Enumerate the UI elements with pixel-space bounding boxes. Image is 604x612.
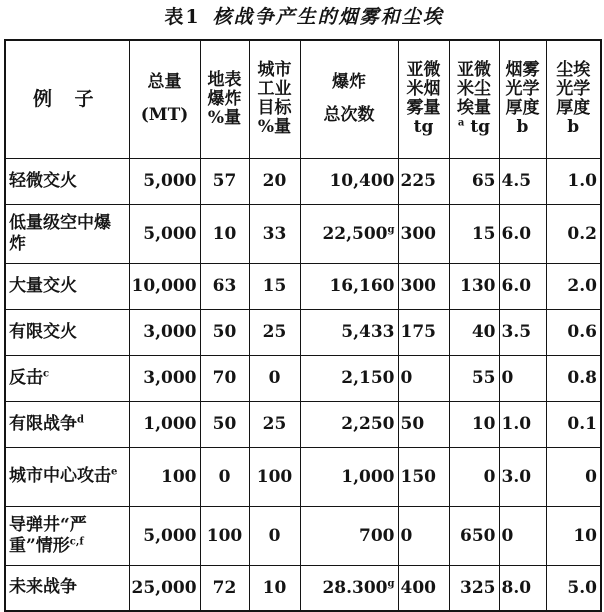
cell-dust-depth: 0.6 [546, 309, 601, 355]
cell-smoke: 300 [398, 204, 449, 263]
cell-urban: 100 [249, 447, 300, 506]
cell-explosions: 700 [300, 506, 398, 565]
cell-explosions: 16,160 [300, 263, 398, 309]
header-total: 总量 (MT) [129, 40, 200, 158]
table-title: 核战争产生的烟雾和尘埃 [212, 6, 444, 28]
header-smoke-depth: 烟雾 光学 厚度 b [499, 40, 546, 158]
cell-dust-depth: 0.1 [546, 401, 601, 447]
cell-dust: 55 [449, 355, 499, 401]
cell-dust: 10 [449, 401, 499, 447]
cell-explosions: 10,400 [300, 158, 398, 204]
cell-urban: 33 [249, 204, 300, 263]
table-number: 表1 [164, 6, 201, 28]
cell-total: 10,000 [129, 263, 200, 309]
row-label: 大量交火 [5, 263, 129, 309]
cell-urban: 10 [249, 565, 300, 611]
cell-dust: 650 [449, 506, 499, 565]
cell-total: 5,000 [129, 158, 200, 204]
cell-urban: 25 [249, 309, 300, 355]
cell-surface: 10 [200, 204, 249, 263]
cell-urban: 15 [249, 263, 300, 309]
cell-smoke-depth: 0 [499, 506, 546, 565]
cell-dust: 0 [449, 447, 499, 506]
smoke-dust-table [4, 39, 602, 612]
cell-smoke: 0 [398, 355, 449, 401]
cell-smoke-depth: 6.0 [499, 263, 546, 309]
table-row [5, 263, 601, 309]
cell-dust-depth: 1.0 [546, 158, 601, 204]
table-row [5, 309, 601, 355]
cell-dust: 65 [449, 158, 499, 204]
cell-surface: 57 [200, 158, 249, 204]
cell-surface: 100 [200, 506, 249, 565]
header-urban: 城市 工业 目标 %量 [249, 40, 300, 158]
row-label: 有限战争$^d$ [5, 401, 129, 447]
cell-explosions: 22,500$^g$ [300, 204, 398, 263]
cell-total: 5,000 [129, 204, 200, 263]
cell-surface: 50 [200, 309, 249, 355]
table-row [5, 204, 601, 263]
row-label: 轻微交火 [5, 158, 129, 204]
cell-dust: 15 [449, 204, 499, 263]
cell-surface: 63 [200, 263, 249, 309]
cell-smoke-depth: 3.5 [499, 309, 546, 355]
cell-total: 5,000 [129, 506, 200, 565]
table-row [5, 355, 601, 401]
cell-urban: 0 [249, 506, 300, 565]
header-example: 例 子 [5, 40, 129, 158]
cell-surface: 72 [200, 565, 249, 611]
cell-dust-depth: 0 [546, 447, 601, 506]
row-label: 导弹井“严重”情形$^{c,f}$ [5, 506, 129, 565]
cell-explosions: 2,250 [300, 401, 398, 447]
cell-dust-depth: 2.0 [546, 263, 601, 309]
cell-explosions: 1,000 [300, 447, 398, 506]
cell-urban: 25 [249, 401, 300, 447]
cell-total: 3,000 [129, 355, 200, 401]
header-dust-depth: 尘埃 光学 厚度 b [546, 40, 601, 158]
table-row [5, 565, 601, 611]
header-explosions: 爆炸 总次数 [300, 40, 398, 158]
cell-surface: 70 [200, 355, 249, 401]
cell-dust: 40 [449, 309, 499, 355]
cell-explosions: 2,150 [300, 355, 398, 401]
cell-smoke-depth: 6.0 [499, 204, 546, 263]
header-smoke: 亚微 米烟 雾量 tg [398, 40, 449, 158]
row-note: d [77, 413, 84, 425]
cell-dust: 325 [449, 565, 499, 611]
cell-total: 3,000 [129, 309, 200, 355]
cell-surface: 0 [200, 447, 249, 506]
cell-total: 1,000 [129, 401, 200, 447]
cell-smoke: 150 [398, 447, 449, 506]
header-surface: 地表 爆炸 %量 [200, 40, 249, 158]
cell-smoke: 300 [398, 263, 449, 309]
cell-explosions: 5,433 [300, 309, 398, 355]
cell-urban: 0 [249, 355, 300, 401]
cell-smoke-depth: 0 [499, 355, 546, 401]
table-row [5, 447, 601, 506]
cell-smoke: 400 [398, 565, 449, 611]
cell-smoke-depth: 8.0 [499, 565, 546, 611]
row-label: 有限交火 [5, 309, 129, 355]
cell-smoke-depth: 1.0 [499, 401, 546, 447]
row-label: 未来战争 [5, 565, 129, 611]
header-dust-note: a [457, 117, 465, 129]
cell-total: 100 [129, 447, 200, 506]
table-body [5, 158, 601, 611]
cell-dust-depth: 5.0 [546, 565, 601, 611]
cell-smoke-depth: 4.5 [499, 158, 546, 204]
row-note: e [111, 466, 118, 478]
cell-dust: 130 [449, 263, 499, 309]
cell-urban: 20 [249, 158, 300, 204]
cell-smoke: 175 [398, 309, 449, 355]
row-label: 低量级空中爆炸 [5, 204, 129, 263]
cell-smoke-depth: 3.0 [499, 447, 546, 506]
cell-smoke: 225 [398, 158, 449, 204]
row-label: 城市中心攻击$^e$ [5, 447, 129, 506]
cell-smoke: 0 [398, 506, 449, 565]
cell-total: 25,000 [129, 565, 200, 611]
cell-surface: 50 [200, 401, 249, 447]
row-note: c [43, 367, 50, 379]
table-row [5, 158, 601, 204]
cell-smoke: 50 [398, 401, 449, 447]
table-row [5, 506, 601, 565]
cell-dust-depth: 0.8 [546, 355, 601, 401]
header-row [5, 40, 601, 158]
cell-dust-depth: 10 [546, 506, 601, 565]
cell-explosions: 28.300$^g$ [300, 565, 398, 611]
table-caption [0, 0, 604, 36]
row-note: c,f [69, 535, 84, 547]
row-label: 反击$^c$ [5, 355, 129, 401]
cell-dust-depth: 0.2 [546, 204, 601, 263]
table-row [5, 401, 601, 447]
header-dust: 亚微 米尘 埃量 $^a$ tg [449, 40, 499, 158]
